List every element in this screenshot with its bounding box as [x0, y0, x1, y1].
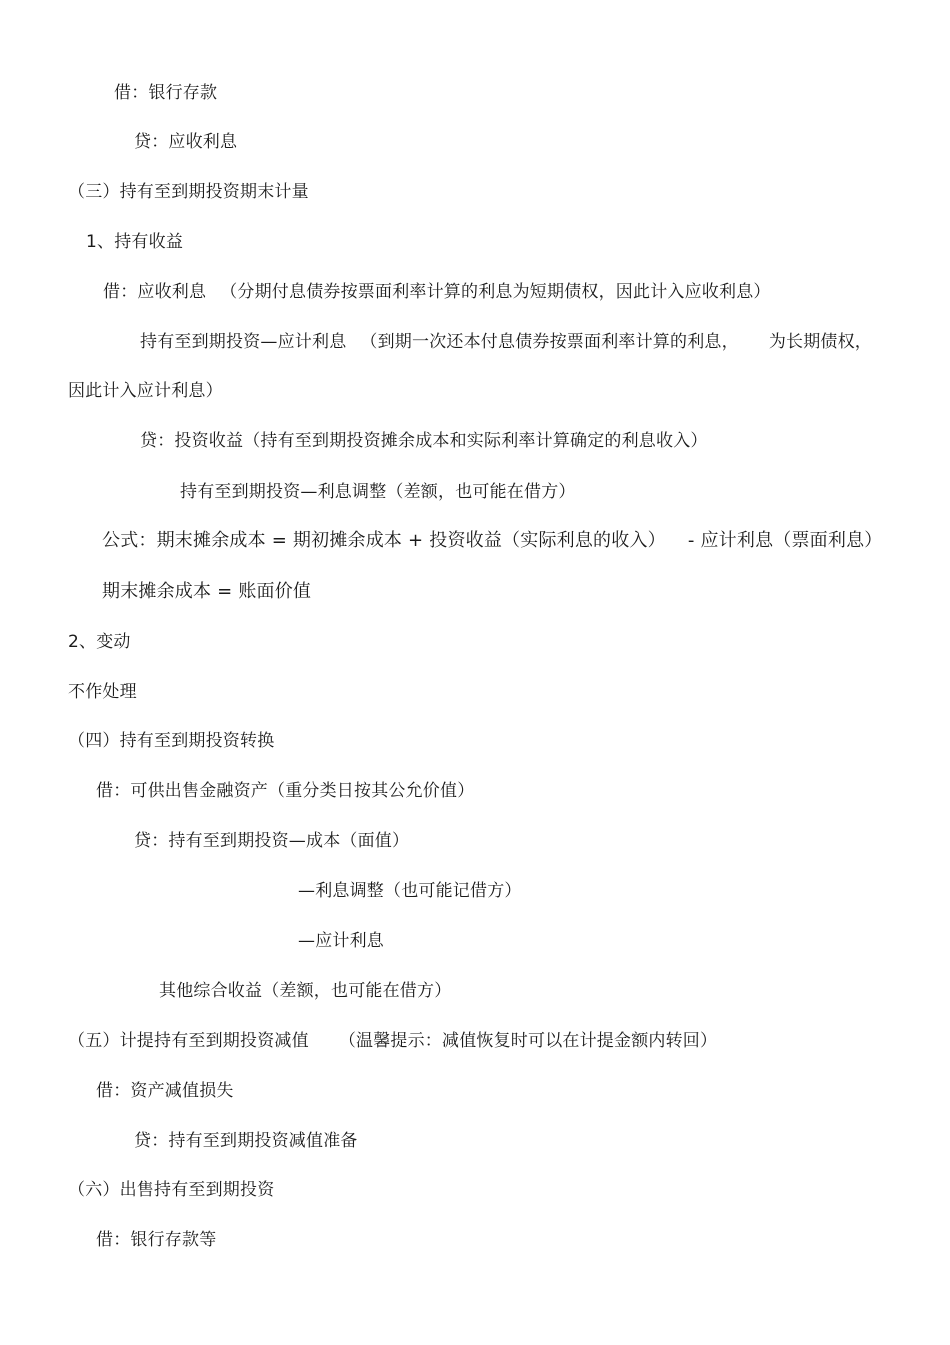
line-formula: [102, 529, 882, 553]
text-l01: 借：银行存款: [114, 83, 218, 103]
line-debit-bank-deposit: [114, 81, 217, 105]
line-credit-investment-income: [140, 429, 708, 453]
text-l06b: （到期一次还本付息债券按票面利率计算的利息，: [360, 332, 739, 352]
subheading-change: [68, 630, 131, 654]
line-accrued-interest-cont: [68, 379, 223, 403]
line-debit-afs-asset: [96, 779, 474, 803]
text-l04: 1、持有收益: [86, 232, 184, 252]
text-l11: 期末摊余成本 = 账面价值: [102, 581, 312, 602]
line-debit-bank-deposit-etc: [96, 1228, 216, 1252]
text-l19: 其他综合收益（差额，也可能在借方）: [159, 981, 452, 1001]
line-accrued-interest-2: [298, 929, 384, 953]
line-interest-adjustment: [180, 480, 576, 504]
line-debit-interest-receivable: [103, 280, 771, 304]
text-l06a: 持有至到期投资—应计利息: [140, 332, 347, 352]
text-l08: 贷：投资收益（持有至到期投资摊余成本和实际利率计算确定的利息收入）: [140, 431, 708, 451]
text-l03: （三）持有至到期投资期末计量: [68, 182, 309, 202]
line-accrued-interest: [140, 330, 872, 354]
line-amortized-cost: [102, 580, 311, 604]
text-l05a: 借：应收利息: [103, 282, 207, 302]
text-l12: 2、变动: [68, 632, 131, 652]
text-l21: 借：资产减值损失: [96, 1081, 234, 1101]
line-credit-interest-receivable: [134, 130, 237, 154]
text-l10b: - 应计利息（票面利息）: [687, 530, 883, 551]
text-l16: 贷：持有至到期投资—成本（面值）: [134, 831, 410, 851]
text-l22: 贷：持有至到期投资减值准备: [134, 1131, 358, 1151]
line-interest-adjustment-2: [298, 879, 522, 903]
heading-section-5: [68, 1029, 717, 1053]
text-l05b: （分期付息债券按票面利率计算的利息为短期债权，因此计入应收利息）: [220, 282, 771, 302]
text-l15: 借：可供出售金融资产（重分类日按其公允价值）: [96, 781, 475, 801]
text-l20b: （温馨提示：减值恢复时可以在计提金额内转回）: [338, 1031, 718, 1051]
text-l20a: （五）计提持有至到期投资减值: [68, 1031, 309, 1051]
text-l13: 不作处理: [68, 682, 137, 702]
heading-section-4: [68, 729, 274, 753]
text-l02: 贷：应收利息: [134, 132, 238, 152]
line-credit-impairment-provision: [134, 1129, 358, 1153]
line-other-comprehensive-income: [159, 979, 451, 1003]
text-l24: 借：银行存款等: [96, 1230, 217, 1250]
text-l06c: 为长期债权，: [768, 332, 873, 352]
text-l07: 因此计入应计利息）: [68, 381, 223, 401]
text-l23: （六）出售持有至到期投资: [68, 1180, 275, 1200]
line-credit-htm-cost: [134, 829, 409, 853]
line-debit-impairment-loss: [96, 1079, 234, 1103]
text-l14: （四）持有至到期投资转换: [68, 731, 275, 751]
text-l17: —利息调整（也可能记借方）: [298, 881, 522, 901]
text-l10a: 公式：期末摊余成本 = 期初摊余成本 + 投资收益（实际利息的收入）: [102, 530, 666, 551]
text-l18: —应计利息: [298, 931, 384, 951]
heading-section-6: [68, 1178, 274, 1202]
line-no-treatment: [68, 680, 137, 704]
text-l09: 持有至到期投资—利息调整（差额，也可能在借方）: [180, 482, 576, 502]
heading-section-3: [68, 180, 309, 204]
subheading-holding-income: [86, 230, 183, 254]
